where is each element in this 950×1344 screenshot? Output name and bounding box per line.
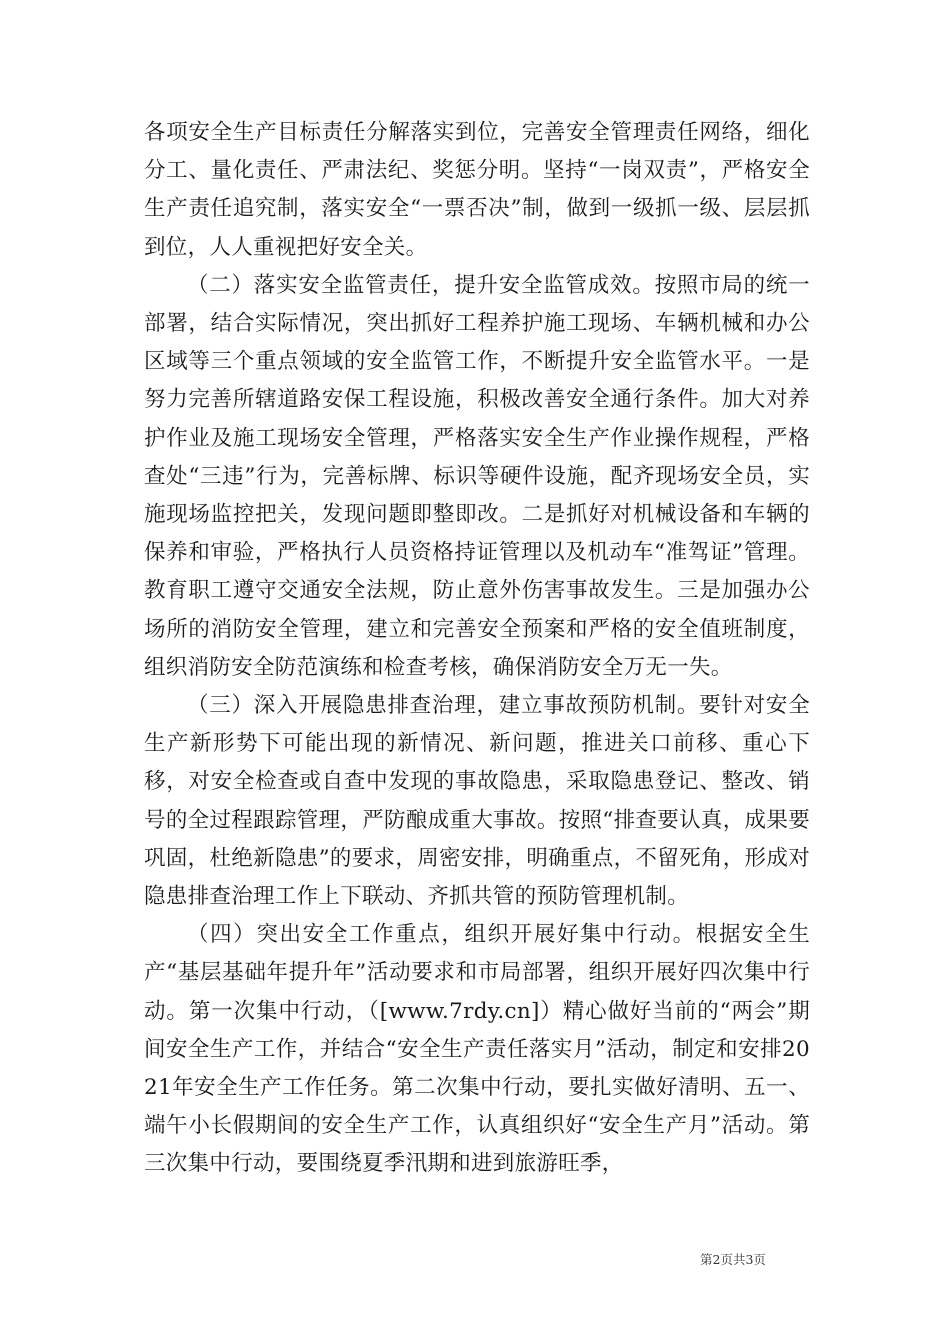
paragraph-section-2: （二）落实安全监管责任，提升安全监管成效。按照市局的统一部署，结合实际情况，突出抓好工程养护施工现场、车辆机械和办公区域等三个重点领域的安全监管工作，不断提升安全监管水平。一是努力完善所辖道路安保工程设施，积极改善安全通行条件。加大对养护作业及施工现场安全管理，严格落实安全生产作业操作规程，严格查处“三违”行为，完善标牌、标识等硬件设施，配齐现场安全员，实施现场监控把关，发现问题即整即改。二是抓好对机械设备和车辆的保养和审验，严格执行人员资格持证管理以及机动车“准驾证”管理。教育职工遵守交通安全法规，防止意外伤害事故发生。三是加强办公场所的消防安全管理，建立和完善安全预案和严格的安全值班制度，组织消防安全防范演练和检查考核，确保消防安全万无一失。: [144, 272, 810, 680]
paragraph-section-3: （三）深入开展隐患排查治理，建立事故预防机制。要针对安全生产新形势下可能出现的新情况、新问题，推进关口前移、重心下移，对安全检查或自查中发现的事故隐患，采取隐患登记、整改、销号的全过程跟踪管理，严防酿成重大事故。按照“排查要认真，成果要巩固，杜绝新隐患”的要求，周密安排，明确重点，不留死角，形成对隐患排查治理工作上下联动、齐抓共管的预防管理机制。: [144, 693, 810, 910]
document-body: [144, 114, 810, 1184]
paragraph-section-4: （四）突出安全工作重点，组织开展好集中行动。根据安全生产“基层基础年提升年”活动要求和市局部署，组织开展好四次集中行动。第一次集中行动，（[www.7rdy.cn]）精心做好当前的“两会”期间安全生产工作，并结合“安全生产责任落实月”活动，制定和安排2021年安全生产工作任务。第二次集中行动，要扎实做好清明、五一、端午小长假期间的安全生产工作，认真组织好“安全生产月”活动。第三次集中行动，要围绕夏季汛期和进到旅游旺季，: [144, 922, 810, 1177]
paragraph-continuation: 各项安全生产目标责任分解落实到位，完善安全管理责任网络，细化分工、量化责任、严肃法纪、奖惩分明。坚持“一岗双责”，严格安全生产责任追究制，落实安全“一票否决”制，做到一级抓一级、层层抓到位，人人重视把好安全关。: [144, 120, 810, 260]
page-footer: [700, 1250, 840, 1268]
page-number-label: 第2页共3页: [700, 1252, 766, 1267]
